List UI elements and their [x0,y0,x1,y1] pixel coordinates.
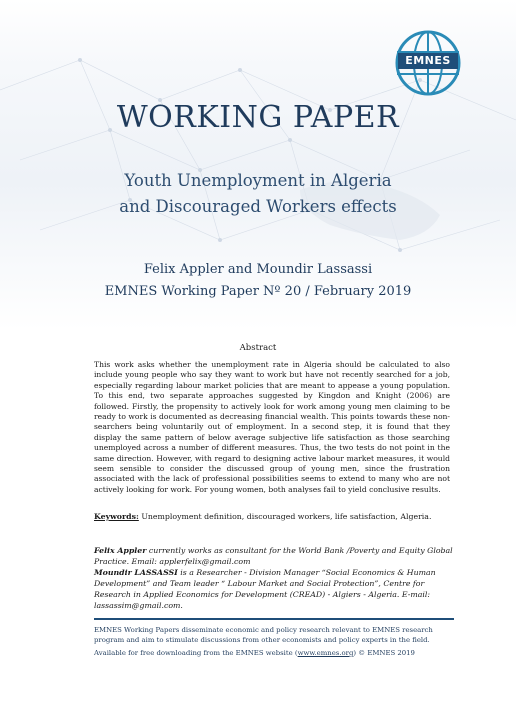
series-info: EMNES Working Paper Nº 20 / February 2019 [104,284,412,299]
authors: Felix Appler and Moundir Lassassi [143,262,373,277]
abstract-text: This work asks whether the unemployment rate in Algeria should be calculated to also include young people who say they want to work but have not recently searched for a job, especially regarding labour market policies that are meant to appease a young population. To this end, two separate approaches suggested by Kingdon and Knight (2006) are followed. Firstly, the propensity to actively look for work among young men claiming to be ready to work is documented as decreasing financial wealth. This points towards these non-searchers being voluntarily out of employment. In a second step, it is found that they display the same pattern of below average subjective life satisfaction as those searching unemployed across a number of different measures. Thus, the two tests do not point in the same direction. However, with regard to designing active labour market measures, it would seem sensible to consider the discussed group of young men, since the frustration associated with the lack of professional possibilities seems to extend to many who are not actively looking for work. For young women, both analyses fail to yield conclusive results. [94,360,450,494]
footer-availability-pre: Available for free downloading from the EMNES website ( [94,649,298,657]
website-link[interactable]: www.emnes.org [297,649,354,657]
keywords-text: Unemployment definition, discouraged workers, life satisfaction, Algeria. [138,512,432,521]
footer-availability [94,648,454,658]
subtitle-line-1: Youth Unemployment in Algeria [124,171,392,190]
footer-description: EMNES Working Papers disseminate economic and policy research relevant to EMNES research program and aim to stimulate discussions from other economists and policy experts in the field. [94,626,433,644]
bio-2-name: Moundir LASSASSI [94,568,178,577]
bio-2-text: is a Researcher - Division Manager “Social Economics & Human Development” and Team leader “ Labour Market and Social Protection”, Centre for Research in Applied Economics for Development (CREAD) - Algiers - Algeria. E-mail: lassassim@gmail.com. [94,568,436,610]
footer [94,625,454,658]
author-bios [94,545,454,611]
bio-2 [94,567,454,611]
bio-1-text: currently works as consultant for the World Bank /Poverty and Equity Global Practice. Email: applerfelix@gmail.com [94,546,453,566]
footer-availability-post: ) © EMNES 2019 [353,649,415,657]
logo-wordmark: EMNES [398,53,458,69]
footer-divider [94,618,454,620]
bio-1 [94,545,454,567]
subtitle-line-2: and Discouraged Workers effects [119,197,397,216]
abstract-heading: Abstract [239,343,277,353]
keywords-label: Keywords: [94,512,139,521]
author-block [0,259,516,303]
page-title: WORKING PAPER [116,100,400,135]
keywords [94,512,454,521]
bio-1-name: Felix Appler [94,546,147,555]
paper-subtitle [60,168,456,220]
